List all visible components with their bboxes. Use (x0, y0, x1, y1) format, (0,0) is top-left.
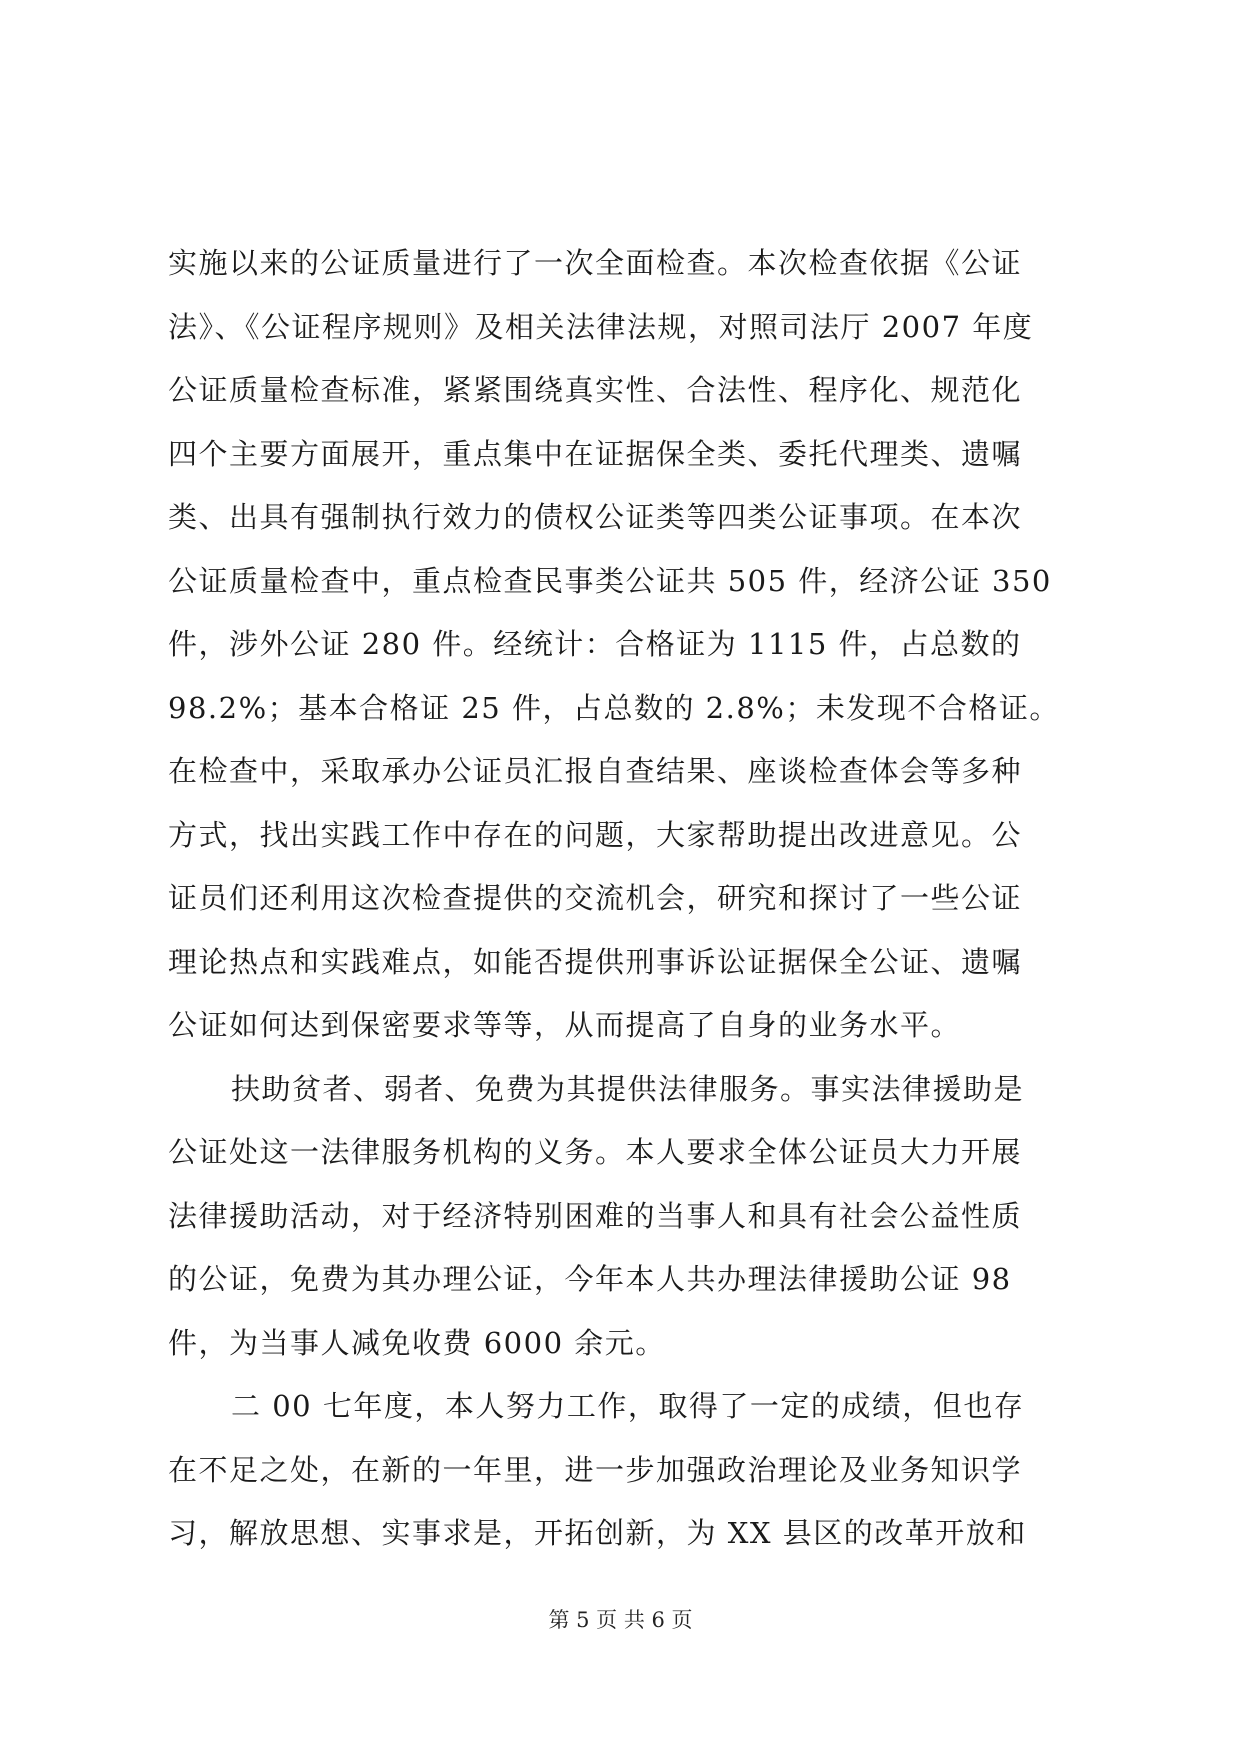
text-line: 二 00 七年度，本人努力工作，取得了一定的成绩，但也存 (231, 1389, 1025, 1423)
text-line: 公证质量检查标准，紧紧围绕真实性、合法性、程序化、规范化 (168, 373, 1023, 407)
text-line: 件，涉外公证 280 件。经统计：合格证为 1115 件，占总数的 (168, 627, 1022, 661)
text-line: 方式，找出实践工作中存在的问题，大家帮助提出改进意见。公 (168, 817, 1023, 852)
page-number: 第 5 页 共 6 页 (548, 1608, 693, 1632)
text-line: 98.2%；基本合格证 25 件，占总数的 2.8%；未发现不合格证。 (168, 690, 1060, 725)
text-line: 件，为当事人减免收费 6000 余元。 (168, 1325, 666, 1360)
text-line: 在检查中，采取承办公证员汇报自查结果、座谈检查体会等多种 (168, 754, 1023, 788)
text-line: 理论热点和实践难点，如能否提供刑事诉讼证据保全公证、遗嘱 (168, 944, 1023, 979)
text-line: 公证处这一法律服务机构的义务。本人要求全体公证员大力开展 (168, 1135, 1023, 1169)
text-line: 习，解放思想、实事求是，开拓创新，为 XX 县区的改革开放和 (168, 1516, 1027, 1550)
text-line: 实施以来的公证质量进行了一次全面检查。本次检查依据《公证 (168, 246, 1023, 280)
text-line: 扶助贫者、弱者、免费为其提供法律服务。事实法律援助是 (231, 1071, 1025, 1106)
text-line: 法律援助活动，对于经济特别困难的当事人和具有社会公益性质 (168, 1198, 1023, 1233)
text-line: 证员们还利用这次检查提供的交流机会，研究和探讨了一些公证 (168, 881, 1023, 915)
text-line: 公证如何达到保密要求等等，从而提高了自身的业务水平。 (168, 1008, 962, 1042)
text-line: 的公证，免费为其办理公证，今年本人共办理法律援助公证 98 (168, 1262, 1012, 1296)
text-line: 类、出具有强制执行效力的债权公证类等四类公证事项。在本次 (168, 500, 1023, 534)
text-line: 公证质量检查中，重点检查民事类公证共 505 件，经济公证 350 (168, 563, 1052, 598)
text-line: 四个主要方面展开，重点集中在证据保全类、委托代理类、遗嘱 (168, 436, 1023, 471)
body-text (168, 232, 1088, 1566)
text-line: 在不足之处，在新的一年里，进一步加强政治理论及业务知识学 (168, 1452, 1023, 1487)
text-line: 法》、《公证程序规则》及相关法律法规，对照司法厅 2007 年度 (168, 309, 1034, 344)
